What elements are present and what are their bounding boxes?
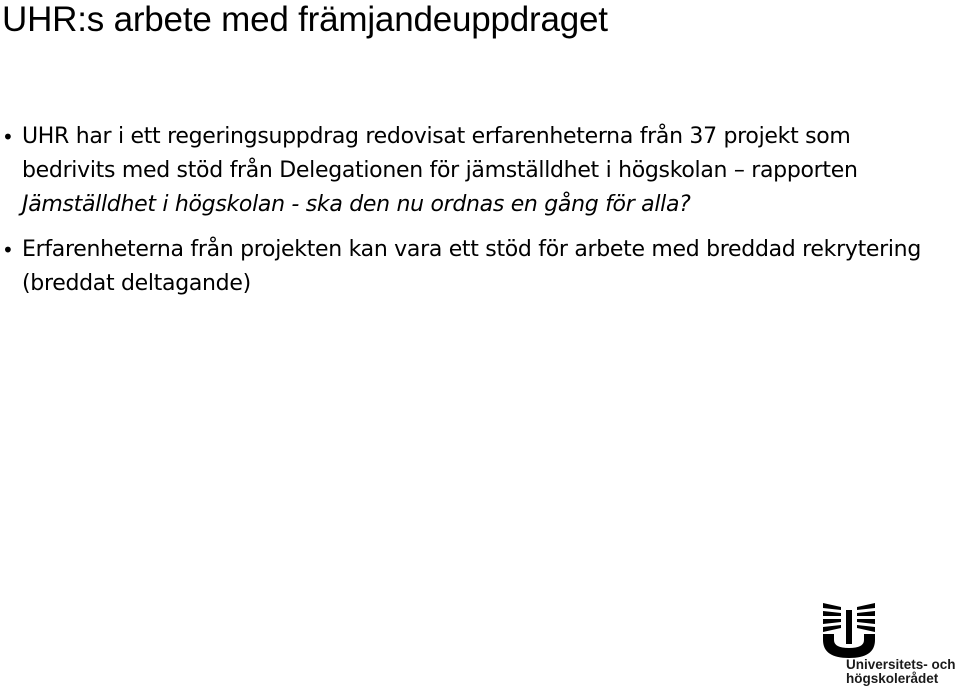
bullet-item-1 [0, 120, 930, 222]
logo-text [846, 658, 956, 686]
slide-title: UHR:s arbete med främjandeuppdraget [2, 0, 608, 39]
bullet-dot-icon: • [2, 125, 14, 149]
bullet-2-text: Erfarenheterna från projekten kan vara ett stöd för arbete med breddad rekrytering (breddat deltagande) [22, 237, 921, 296]
bullet-dot-icon: • [2, 238, 14, 262]
uhr-logo-icon [820, 600, 878, 658]
logo-line-1: Universitets- och [846, 657, 956, 672]
bullet-1-text: UHR har i ett regeringsuppdrag redovisat erfarenheterna från 37 projekt som bedrivits med stöd från Delegationen för jämställdhet i högskolan – rapporten [22, 124, 858, 183]
report-title: Jämställdhet i högskolan - ska den nu ordnas en gång för alla? [22, 192, 691, 217]
bullet-list [0, 120, 930, 301]
logo-line-2: högskolerådet [846, 671, 939, 686]
uhr-logo [820, 600, 960, 688]
bullet-item-2 [0, 233, 930, 301]
